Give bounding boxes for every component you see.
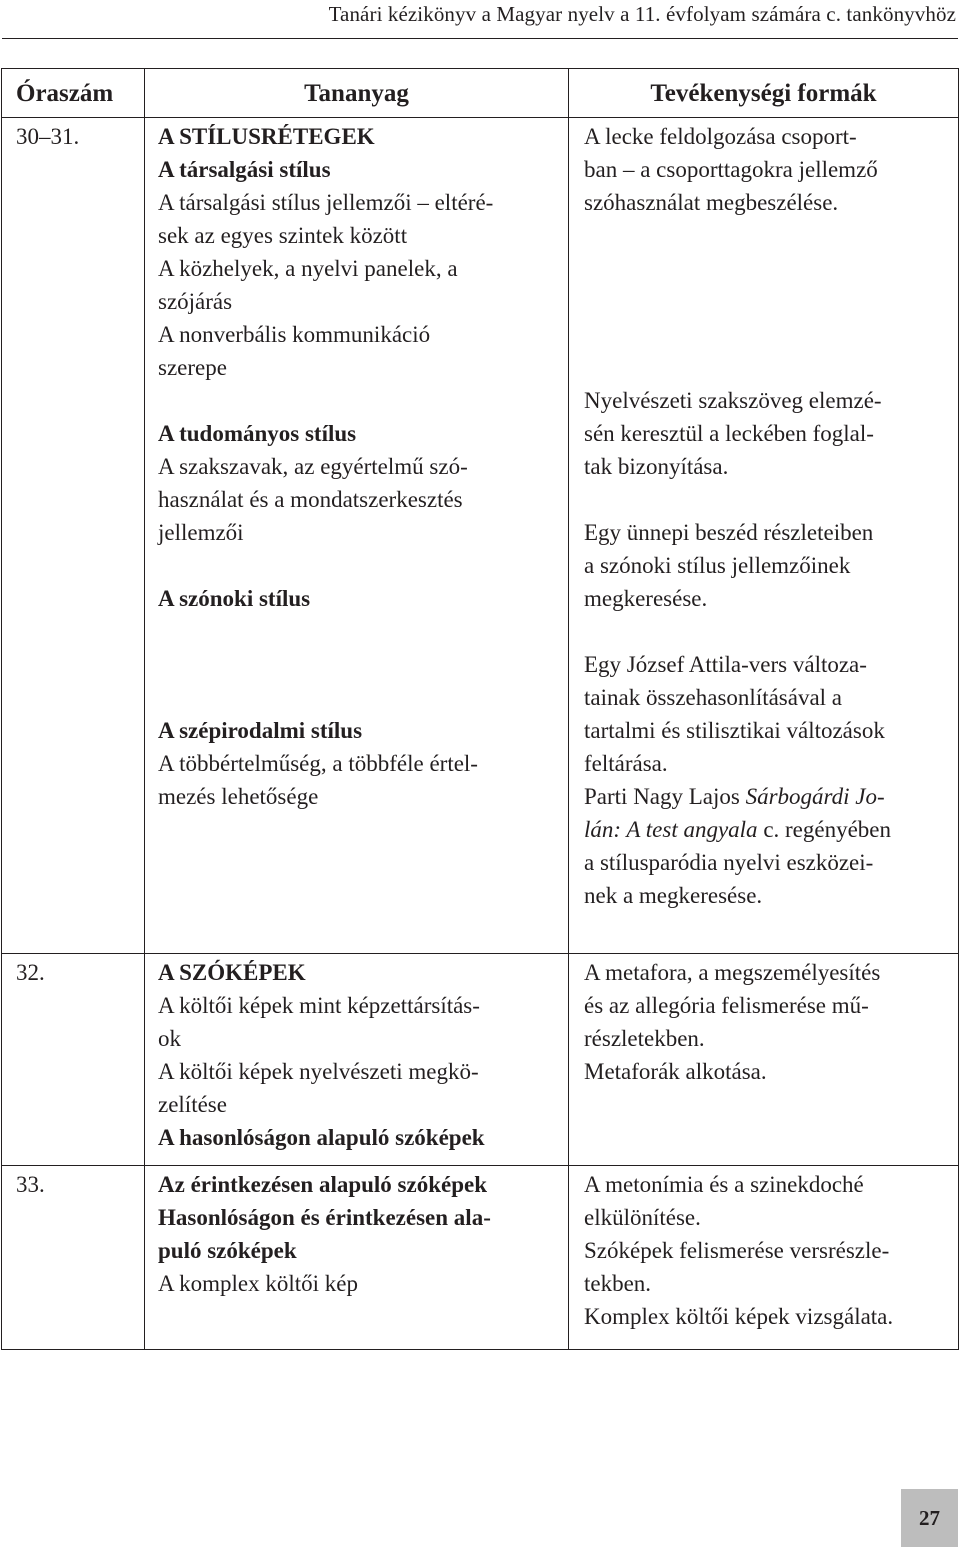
activity-line: Szóképek felismerése versrészle- bbox=[584, 1238, 890, 1263]
activity-line: sén keresztül a leckében foglal- bbox=[584, 421, 874, 446]
topic-line: A nonverbális kommunikáció bbox=[158, 322, 431, 347]
activity-cell bbox=[569, 954, 959, 1166]
topic-cell bbox=[145, 1166, 569, 1350]
activity-line: és az allegória felismerése mű- bbox=[584, 993, 869, 1018]
topic-line: szerepe bbox=[158, 355, 227, 380]
topic-line: A társalgási stílus jellemzői – eltéré- bbox=[158, 190, 494, 215]
activity-line: nek a megkeresése. bbox=[584, 883, 763, 908]
table-row bbox=[2, 954, 959, 1166]
topic-title: A szépirodalmi stílus bbox=[158, 718, 363, 743]
lesson-number-cell bbox=[2, 954, 145, 1166]
topic-title: puló szóképek bbox=[158, 1238, 297, 1263]
topic-line: ok bbox=[158, 1026, 181, 1051]
topic-line: zelítése bbox=[158, 1092, 227, 1117]
topic-line: használat és a mondatszerkesztés bbox=[158, 487, 463, 512]
topic-line: szójárás bbox=[158, 289, 233, 314]
topic-title: Hasonlóságon és érintkezésen ala- bbox=[158, 1205, 491, 1230]
activity-line: A metonímia és a szinekdoché bbox=[584, 1172, 864, 1197]
activity-line: részletekben. bbox=[584, 1026, 705, 1051]
activity-line: feltárása. bbox=[584, 751, 668, 776]
topic-title: A szónoki stílus bbox=[158, 586, 311, 611]
activity-line: Egy ünnepi beszéd részleteiben bbox=[584, 520, 874, 545]
section-heading: A SZÓKÉPEK bbox=[158, 960, 306, 985]
topic-line: jellemzői bbox=[158, 520, 244, 545]
table-row bbox=[2, 1166, 959, 1350]
activity-line: tainak összehasonlításával a bbox=[584, 685, 843, 710]
activity-line: Metaforák alkotása. bbox=[584, 1059, 767, 1084]
topic-title: A társalgási stílus bbox=[158, 157, 331, 182]
column-header-lesson-number: Óraszám bbox=[2, 69, 145, 118]
activity-line: megkeresése. bbox=[584, 586, 708, 611]
topic-line: A szakszavak, az egyértelmű szó- bbox=[158, 454, 468, 479]
table-row bbox=[2, 118, 959, 954]
column-header-activities: Tevékenységi formák bbox=[569, 69, 959, 118]
activity-line: elkülönítése. bbox=[584, 1205, 701, 1230]
activity-line: Nyelvészeti szakszöveg elemzé- bbox=[584, 388, 882, 413]
activity-text: Parti Nagy Lajos bbox=[584, 784, 746, 809]
lesson-number-cell bbox=[2, 118, 145, 954]
topic-title: A tudományos stílus bbox=[158, 421, 357, 446]
activity-cell bbox=[569, 1166, 959, 1350]
curriculum-table bbox=[1, 68, 959, 1350]
topic-title: Az érintkezésen alapuló szóképek bbox=[158, 1172, 488, 1197]
topic-line: mezés lehetősége bbox=[158, 784, 319, 809]
topic-line: A többértelműség, a többféle értel- bbox=[158, 751, 478, 776]
book-title-italic: lán: A test angyala bbox=[584, 817, 758, 842]
topic-cell bbox=[145, 954, 569, 1166]
activity-line: tartalmi és stilisztikai változások bbox=[584, 718, 885, 743]
lesson-number-cell bbox=[2, 1166, 145, 1350]
activity-line: a szónoki stílus jellemzőinek bbox=[584, 553, 851, 578]
table-header-row bbox=[2, 69, 959, 118]
activity-line: A metafora, a megszemélyesítés bbox=[584, 960, 881, 985]
activity-line bbox=[584, 780, 952, 813]
activity-line: tekben. bbox=[584, 1271, 652, 1296]
activity-line: Komplex költői képek vizsgálata. bbox=[584, 1304, 894, 1329]
activity-line bbox=[584, 813, 952, 846]
activity-line: tak bizonyítása. bbox=[584, 454, 729, 479]
activity-line: ban – a csoporttagokra jellemző bbox=[584, 157, 878, 182]
header-rule bbox=[2, 38, 958, 39]
topic-line: A költői képek mint képzettársítás- bbox=[158, 993, 480, 1018]
page-number: 27 bbox=[901, 1489, 958, 1547]
topic-line: A komplex költői kép bbox=[158, 1271, 358, 1296]
activity-line: szóhasználat megbeszélése. bbox=[584, 190, 839, 215]
activity-cell bbox=[569, 118, 959, 954]
lesson-number: 32. bbox=[16, 960, 45, 985]
column-header-topic: Tananyag bbox=[145, 69, 569, 118]
activity-text: c. regényében bbox=[757, 817, 892, 842]
topic-title: A hasonlóságon alapuló szóképek bbox=[158, 1125, 485, 1150]
activity-line: a stílusparódia nyelvi eszközei- bbox=[584, 850, 874, 875]
running-header: Tanári kézikönyv a Magyar nyelv a 11. évfolyam számára c. tankönyvhöz bbox=[328, 2, 956, 26]
topic-line: A közhelyek, a nyelvi panelek, a bbox=[158, 256, 458, 281]
lesson-number: 30–31. bbox=[16, 124, 80, 149]
activity-line: Egy József Attila-vers változa- bbox=[584, 652, 867, 677]
book-title-italic: Sárbogárdi Jo- bbox=[745, 784, 885, 809]
topic-line: sek az egyes szintek között bbox=[158, 223, 408, 248]
section-heading: A STÍLUSRÉTEGEK bbox=[158, 124, 375, 149]
activity-line: A lecke feldolgozása csoport- bbox=[584, 124, 857, 149]
lesson-number: 33. bbox=[16, 1172, 45, 1197]
topic-line: A költői képek nyelvészeti megkö- bbox=[158, 1059, 479, 1084]
topic-cell bbox=[145, 118, 569, 954]
